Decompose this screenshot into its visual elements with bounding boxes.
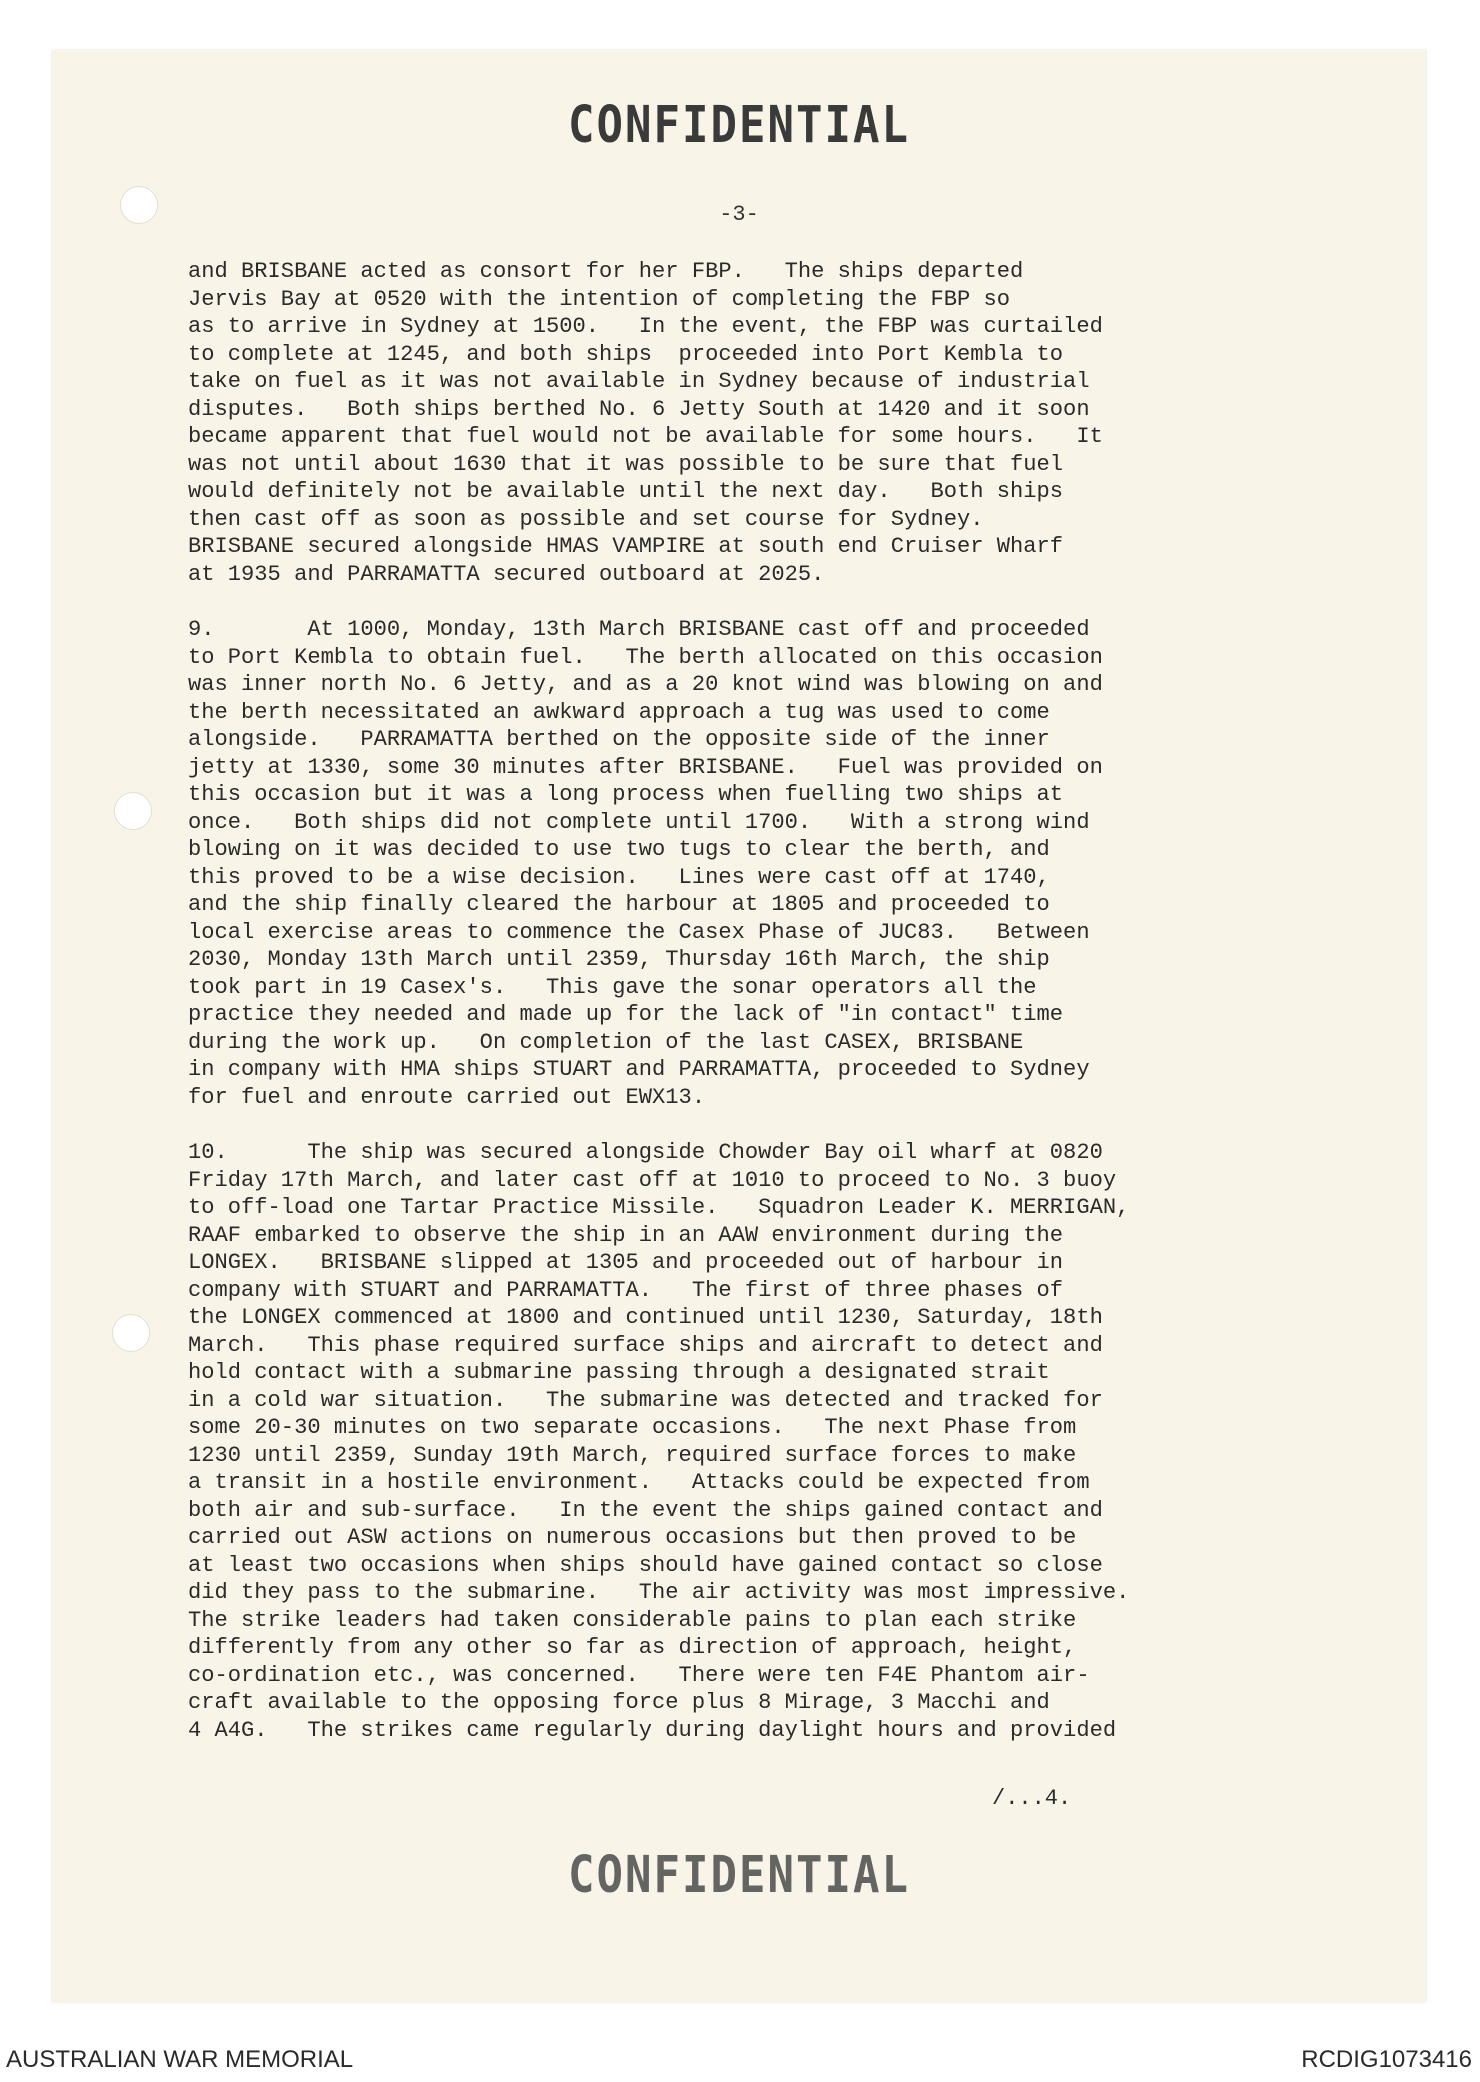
text-line: craft available to the opposing force plus 8 Mirage, 3 Macchi and (188, 1690, 1050, 1715)
text-line: during the work up. On completion of the last CASEX, BRISBANE (188, 1029, 1024, 1055)
text-line: 1230 until 2359, Sunday 19th March, required surface forces to make (188, 1442, 1077, 1468)
text-line: Jervis Bay at 0520 with the intention of completing the FBP so (188, 286, 1011, 312)
text-line: became apparent that fuel would not be available for some hours. It (188, 424, 1103, 449)
text-line: as to arrive in Sydney at 1500. In the event, the FBP was curtailed (188, 314, 1103, 339)
text-line: 10. The ship was secured alongside Chowder Bay oil wharf at 0820 (188, 1140, 1103, 1165)
text-line: jetty at 1330, some 30 minutes after BRISBANE. Fuel was provided on (188, 754, 1103, 780)
text-line: some 20-30 minutes on two separate occasions. The next Phase from (188, 1415, 1077, 1440)
text-line: would definitely not be available until the next day. Both ships (188, 479, 1064, 504)
paragraph (188, 258, 1228, 588)
text-line: take on fuel as it was not available in Sydney because of industrial (188, 369, 1090, 394)
text-line: this occasion but it was a long process when fuelling two ships at (188, 782, 1064, 807)
text-line: alongside. PARRAMATTA berthed on the opposite side of the inner (188, 727, 1050, 752)
text-line: did they pass to the submarine. The air activity was most impressive. (188, 1580, 1130, 1605)
text-line: local exercise areas to commence the Casex Phase of JUC83. Between (188, 919, 1090, 945)
text-line: differently from any other so far as direction of approach, height, (188, 1635, 1077, 1660)
text-line: to Port Kembla to obtain fuel. The berth allocated on this occasion (188, 644, 1103, 670)
text-line: then cast off as soon as possible and set course for Sydney. (188, 506, 984, 532)
page-number: -3- (719, 202, 759, 227)
text-line: RAAF embarked to observe the ship in an AAW environment during the (188, 1222, 1064, 1248)
text-line: the berth necessitated an awkward approach a tug was used to come (188, 699, 1050, 725)
text-line: once. Both ships did not complete until 1700. With a strong wind (188, 809, 1090, 835)
text-line: Friday 17th March, and later cast off at 1010 to proceed to No. 3 buoy (188, 1167, 1117, 1193)
text-line: at 1935 and PARRAMATTA secured outboard at 2025. (188, 561, 825, 587)
text-line: for fuel and enroute carried out EWX13. (188, 1084, 706, 1110)
text-line: company with STUART and PARRAMATTA. The first of three phases of (188, 1277, 1064, 1303)
footer-reference-id: RCDIG1073416 (1301, 2046, 1472, 2073)
confidential-stamp-bottom: CONFIDENTIAL (568, 1846, 910, 1905)
text-line: and the ship finally cleared the harbour at 1805 and proceeded to (188, 892, 1050, 917)
text-line: was not until about 1630 that it was possible to be sure that fuel (188, 451, 1064, 477)
text-line: LONGEX. BRISBANE slipped at 1305 and proceeded out of harbour in (188, 1250, 1064, 1275)
text-line: hold contact with a submarine passing through a designated strait (188, 1360, 1050, 1385)
continuation-marker: /...4. (992, 1786, 1072, 1811)
confidential-stamp-top: CONFIDENTIAL (568, 96, 910, 155)
text-line: The strike leaders had taken considerable pains to plan each strike (188, 1607, 1077, 1633)
text-line: to complete at 1245, and both ships proceeded into Port Kembla to (188, 341, 1064, 367)
text-line: was inner north No. 6 Jetty, and as a 20 knot wind was blowing on and (188, 672, 1103, 697)
text-line: blowing on it was decided to use two tugs to clear the berth, and (188, 837, 1050, 862)
footer-source: AUSTRALIAN WAR MEMORIAL (6, 2046, 354, 2073)
text-line: 9. At 1000, Monday, 13th March BRISBANE cast off and proceeded (188, 617, 1090, 642)
text-line: 4 A4G. The strikes came regularly during daylight hours and provided (188, 1717, 1117, 1743)
text-line: in company with HMA ships STUART and PARRAMATTA, proceeded to Sydney (188, 1057, 1090, 1082)
paragraph (188, 1139, 1228, 1744)
text-line: this proved to be a wise decision. Lines were cast off at 1740, (188, 864, 1050, 890)
text-line: March. This phase required surface ships and aircraft to detect and (188, 1332, 1103, 1358)
text-line: disputes. Both ships berthed No. 6 Jetty South at 1420 and it soon (188, 396, 1090, 422)
text-line: at least two occasions when ships should have gained contact so close (188, 1552, 1103, 1578)
text-line: and BRISBANE acted as consort for her FBP. The ships departed (188, 259, 1024, 284)
punch-hole (112, 1314, 150, 1352)
text-line: both air and sub-surface. In the event the ships gained contact and (188, 1497, 1103, 1523)
text-line: BRISBANE secured alongside HMAS VAMPIRE at south end Cruiser Wharf (188, 534, 1064, 559)
text-line: 2030, Monday 13th March until 2359, Thursday 16th March, the ship (188, 947, 1050, 972)
punch-hole (114, 792, 152, 830)
text-line: the LONGEX commenced at 1800 and continued until 1230, Saturday, 18th (188, 1305, 1103, 1330)
text-line: a transit in a hostile environment. Attacks could be expected from (188, 1470, 1090, 1495)
text-line: co-ordination etc., was concerned. There were ten F4E Phantom air- (188, 1662, 1090, 1688)
text-line: in a cold war situation. The submarine was detected and tracked for (188, 1387, 1103, 1413)
paragraph (188, 616, 1228, 1111)
text-line: practice they needed and made up for the lack of "in contact" time (188, 1002, 1064, 1027)
text-line: took part in 19 Casex's. This gave the sonar operators all the (188, 974, 1037, 1000)
text-line: carried out ASW actions on numerous occasions but then proved to be (188, 1525, 1077, 1550)
text-line: to off-load one Tartar Practice Missile. Squadron Leader K. MERRIGAN, (188, 1195, 1130, 1220)
document-body (188, 258, 1228, 1744)
